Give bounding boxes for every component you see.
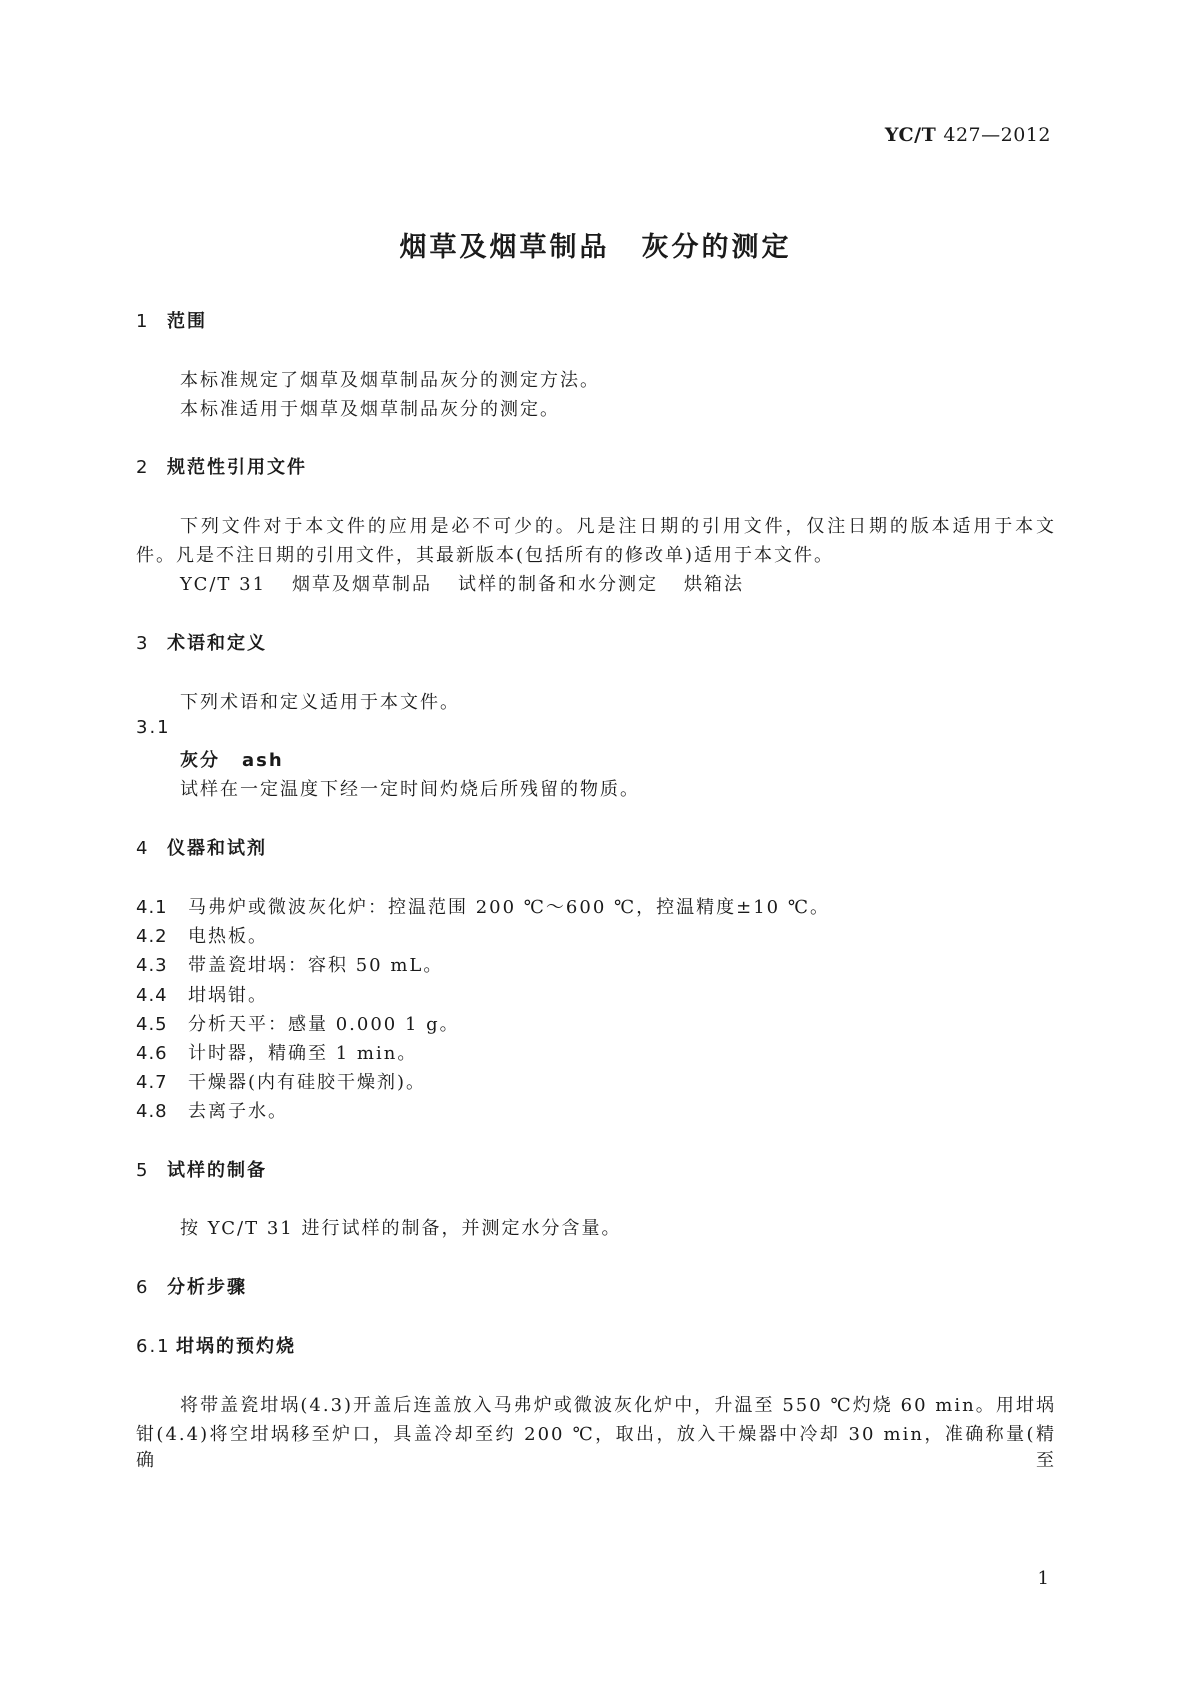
list-item: 4.1 马弗炉或微波灰化炉：控温范围 200 ℃～600 ℃，控温精度±10 ℃。 bbox=[136, 897, 830, 918]
section-heading-4: 4 仪器和试剂 bbox=[136, 838, 267, 859]
standard-prefix: YC/T bbox=[884, 124, 937, 146]
section-6-1-para-line-1: 将带盖瓷坩埚(4.3)开盖后连盖放入马弗炉或微波灰化炉中，升温至 550 ℃灼烧 60 min。用坩埚 bbox=[180, 1395, 1056, 1416]
list-item: 4.5 分析天平：感量 0.000 1 g。 bbox=[136, 1014, 460, 1035]
term-definition: 试样在一定温度下经一定时间灼烧后所残留的物质。 bbox=[180, 779, 640, 800]
section-5-para-1: 按 YC/T 31 进行试样的制备，并测定水分含量。 bbox=[180, 1218, 622, 1239]
term-english: ash bbox=[242, 750, 284, 771]
reference-title-2: 试样的制备和水分测定 bbox=[458, 574, 659, 595]
list-item: 4.3 带盖瓷坩埚：容积 50 mL。 bbox=[136, 955, 444, 976]
document-title bbox=[0, 225, 1191, 264]
section-6-1-para-line-2: 钳(4.4)将空坩埚移至炉口，具盖冷却至约 200 ℃，取出，放入干燥器中冷却 30 min，准确称量(精确至 bbox=[136, 1424, 1056, 1471]
section-1-para-1: 本标准规定了烟草及烟草制品灰分的测定方法。 bbox=[180, 370, 600, 391]
list-item: 4.8 去离子水。 bbox=[136, 1101, 288, 1122]
standard-year-number: 427—2012 bbox=[943, 124, 1051, 146]
title-part-1: 烟草及烟草制品 bbox=[399, 232, 610, 263]
list-item: 4.4 坩埚钳。 bbox=[136, 985, 268, 1006]
list-item: 4.7 干燥器(内有硅胶干燥剂)。 bbox=[136, 1072, 427, 1093]
section-3-para-1: 下列术语和定义适用于本文件。 bbox=[180, 692, 460, 713]
section-2-para-line-1: 下列文件对于本文件的应用是必不可少的。凡是注日期的引用文件，仅注日期的版本适用于本文 bbox=[180, 516, 1056, 537]
section-2-para-line-2: 件。凡是不注日期的引用文件，其最新版本(包括所有的修改单)适用于本文件。 bbox=[136, 545, 835, 566]
standard-number bbox=[885, 124, 1051, 146]
reference-title-3: 烘箱法 bbox=[684, 574, 745, 595]
list-item: 4.2 电热板。 bbox=[136, 926, 268, 947]
reference-code: YC/T 31 bbox=[180, 574, 267, 595]
reference-title-1: 烟草及烟草制品 bbox=[292, 574, 433, 595]
subsection-heading-6-1: 6.1 坩埚的预灼烧 bbox=[136, 1336, 296, 1357]
section-1-para-2: 本标准适用于烟草及烟草制品灰分的测定。 bbox=[180, 399, 560, 420]
title-part-2: 灰分的测定 bbox=[641, 232, 792, 263]
normative-reference bbox=[180, 570, 744, 596]
section-heading-2: 2 规范性引用文件 bbox=[136, 457, 307, 478]
page-number: 1 bbox=[1037, 1568, 1049, 1589]
section-heading-1: 1 范围 bbox=[136, 311, 207, 332]
section-heading-6: 6 分析步骤 bbox=[136, 1277, 247, 1298]
term-entry bbox=[180, 746, 284, 772]
term-number: 3.1 bbox=[136, 717, 171, 738]
section-heading-5: 5 试样的制备 bbox=[136, 1160, 267, 1181]
term-chinese: 灰分 bbox=[180, 750, 220, 771]
list-item: 4.6 计时器，精确至 1 min。 bbox=[136, 1043, 418, 1064]
section-heading-3: 3 术语和定义 bbox=[136, 633, 267, 654]
